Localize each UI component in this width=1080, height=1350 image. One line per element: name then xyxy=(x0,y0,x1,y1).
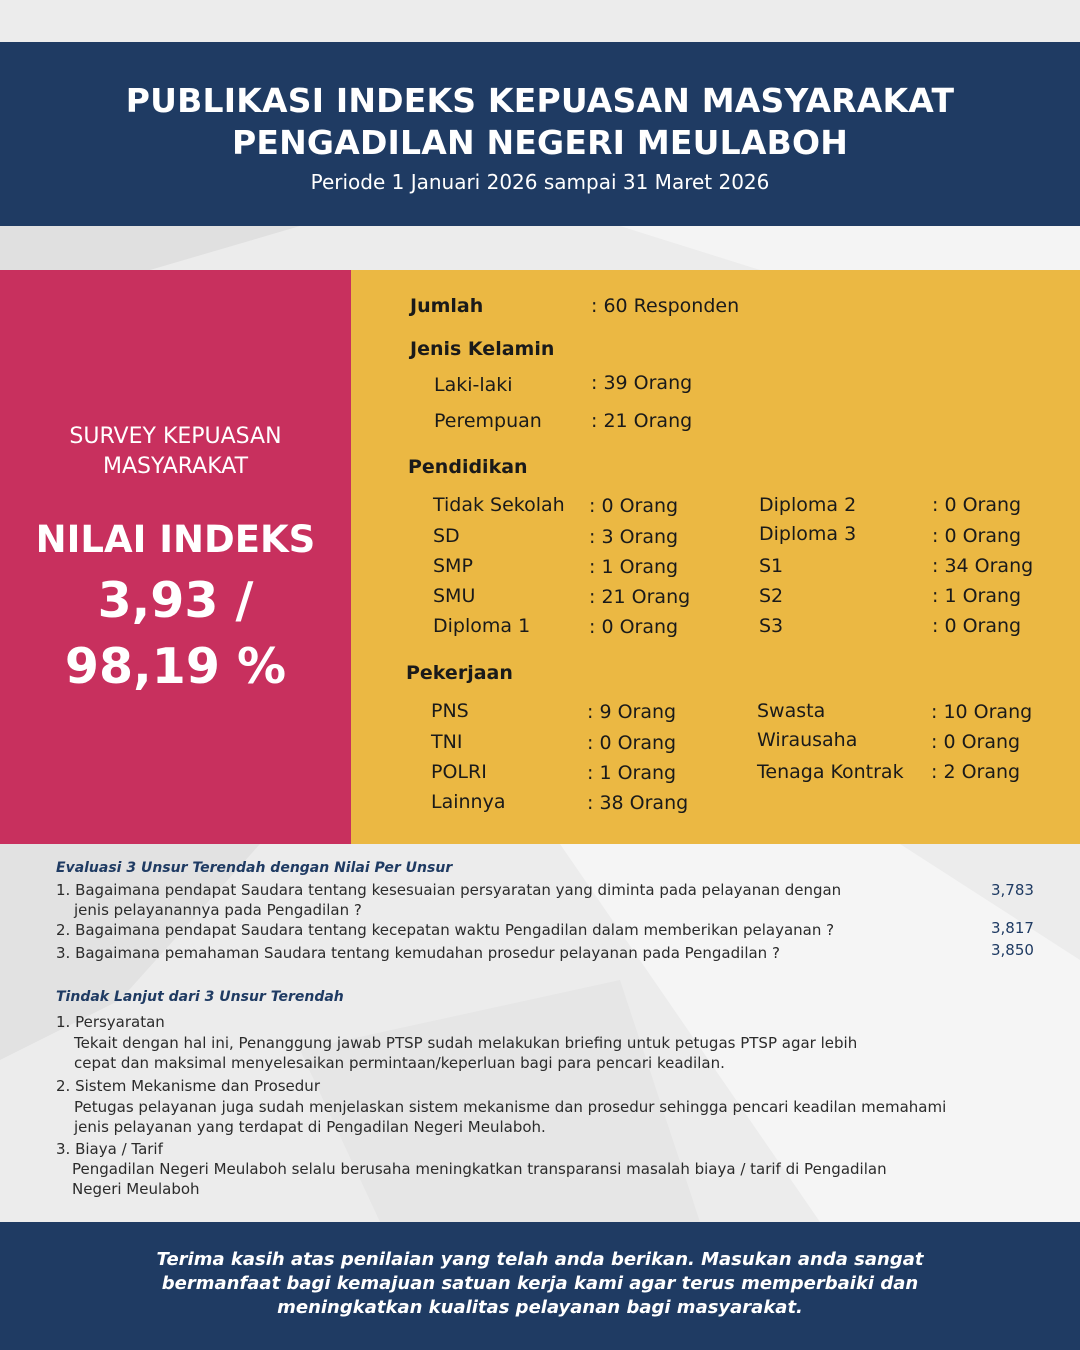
edu-label-s2: S2 xyxy=(759,585,784,607)
evaluation-item3-score: 3,850 xyxy=(991,941,1034,959)
respondent-stats-panel xyxy=(351,270,1080,844)
gender-label-laki: Laki-laki xyxy=(434,374,513,396)
tindak-lanjut-item1-title: 1. Persyaratan xyxy=(56,1013,165,1031)
gender-value-perempuan: : 21 Orang xyxy=(591,410,693,432)
jumlah-label: Jumlah xyxy=(410,295,484,317)
page-title-line2: PENGADILAN NEGERI MEULABOH xyxy=(231,123,849,162)
job-value-wirausaha: : 0 Orang xyxy=(931,731,1021,753)
tindak-lanjut-item2-title: 2. Sistem Mekanisme dan Prosedur xyxy=(56,1077,320,1095)
edu-label-diploma1: Diploma 1 xyxy=(433,615,531,637)
job-value-tenaga-kontrak: : 2 Orang xyxy=(931,761,1021,783)
edu-value-sd: : 3 Orang xyxy=(589,526,679,548)
jumlah-value: : 60 Responden xyxy=(591,295,740,317)
edu-value-s2: : 1 Orang xyxy=(932,585,1022,607)
tindak-lanjut-item3-line1: Pengadilan Negeri Meulaboh selalu berusaha meningkatkan transparansi masalah biaya / tarif di Pengadilan xyxy=(72,1160,887,1178)
footer-banner xyxy=(0,1222,1080,1350)
pendidikan-label: Pendidikan xyxy=(408,456,528,478)
evaluation-item2: 2. Bagaimana pendapat Saudara tentang kecepatan waktu Pengadilan dalam memberikan pelayanan ? xyxy=(56,921,835,939)
survey-label xyxy=(0,422,351,482)
job-value-polri: : 1 Orang xyxy=(587,762,677,784)
job-label-pns: PNS xyxy=(431,700,469,722)
gender-label-perempuan: Perempuan xyxy=(434,410,542,432)
job-value-tni: : 0 Orang xyxy=(587,732,677,754)
job-label-wirausaha: Wirausaha xyxy=(757,729,858,751)
index-value-score: 3,93 / xyxy=(97,572,254,629)
index-label: NILAI INDEKS xyxy=(35,518,316,561)
job-label-tenaga-kontrak: Tenaga Kontrak xyxy=(757,761,904,783)
edu-label-smu: SMU xyxy=(433,585,476,607)
evaluation-item1-score: 3,783 xyxy=(991,881,1034,899)
edu-label-sd: SD xyxy=(433,525,460,547)
job-label-lainnya: Lainnya xyxy=(431,791,506,813)
job-value-swasta: : 10 Orang xyxy=(931,701,1033,723)
edu-value-tidak-sekolah: : 0 Orang xyxy=(589,495,679,517)
edu-value-diploma3: : 0 Orang xyxy=(932,525,1022,547)
tindak-lanjut-item1-line1: Tekait dengan hal ini, Penanggung jawab PTSP sudah melakukan briefing untuk petugas PTSP agar lebih xyxy=(74,1034,858,1052)
footer-line1: Terima kasih atas penilaian yang telah anda berikan. Masukan anda sangat xyxy=(156,1249,924,1270)
job-label-tni: TNI xyxy=(431,731,463,753)
edu-value-s3: : 0 Orang xyxy=(932,615,1022,637)
edu-value-diploma2: : 0 Orang xyxy=(932,494,1022,516)
survey-label-line1: SURVEY KEPUASAN xyxy=(69,424,282,449)
job-value-pns: : 9 Orang xyxy=(587,701,677,723)
tindak-lanjut-title: Tindak Lanjut dari 3 Unsur Terendah xyxy=(56,989,344,1005)
job-value-lainnya: : 38 Orang xyxy=(587,792,689,814)
edu-label-s1: S1 xyxy=(759,555,784,577)
period-text: Periode 1 Januari 2026 sampai 31 Maret 2026 xyxy=(310,170,770,194)
tindak-lanjut-item2-line1: Petugas pelayanan juga sudah menjelaskan sistem mekanisme dan prosedur sehingga pencari keadilan memahami xyxy=(74,1098,947,1116)
gender-value-laki: : 39 Orang xyxy=(591,372,693,394)
edu-label-s3: S3 xyxy=(759,615,784,637)
edu-value-smp: : 1 Orang xyxy=(589,556,679,578)
edu-label-smp: SMP xyxy=(433,555,473,577)
tindak-lanjut-item2-line2: jenis pelayanan yang terdapat di Pengadilan Negeri Meulaboh. xyxy=(74,1118,546,1136)
edu-label-diploma2: Diploma 2 xyxy=(759,494,857,516)
evaluation-item1-line2: jenis pelayanannya pada Pengadilan ? xyxy=(74,901,362,919)
evaluation-item1-line1: 1. Bagaimana pendapat Saudara tentang kesesuaian persyaratan yang diminta pada pelayanan dengan xyxy=(56,881,842,899)
pekerjaan-label: Pekerjaan xyxy=(406,662,513,684)
job-label-polri: POLRI xyxy=(431,761,487,783)
edu-value-s1: : 34 Orang xyxy=(932,555,1034,577)
tindak-lanjut-item3-title: 3. Biaya / Tarif xyxy=(56,1140,163,1158)
footer-line3: meningkatkan kualitas pelayanan bagi masyarakat. xyxy=(277,1297,803,1318)
evaluation-item2-score: 3,817 xyxy=(991,919,1034,937)
index-panel xyxy=(0,270,351,844)
evaluation-item3: 3. Bagaimana pemahaman Saudara tentang kemudahan prosedur pelayanan pada Pengadilan ? xyxy=(56,944,780,962)
evaluation-title: Evaluasi 3 Unsur Terendah dengan Nilai Per Unsur xyxy=(56,860,453,876)
tindak-lanjut-item3-line2: Negeri Meulaboh xyxy=(72,1180,200,1198)
index-value-percent: 98,19 % xyxy=(64,638,287,695)
jenis-kelamin-label: Jenis Kelamin xyxy=(410,338,555,360)
edu-value-smu: : 21 Orang xyxy=(589,586,691,608)
job-label-swasta: Swasta xyxy=(757,700,826,722)
tindak-lanjut-item1-line2: cepat dan maksimal menyelesaikan permintaan/keperluan bagi para pencari keadilan. xyxy=(74,1054,725,1072)
page-title-line1: PUBLIKASI INDEKS KEPUASAN MASYARAKAT xyxy=(125,81,955,120)
evaluation-section xyxy=(0,844,1080,1222)
edu-value-diploma1: : 0 Orang xyxy=(589,616,679,638)
footer-line2: bermanfaat bagi kemajuan satuan kerja kami agar terus memperbaiki dan xyxy=(161,1273,919,1294)
header-banner xyxy=(0,42,1080,226)
edu-label-tidak-sekolah: Tidak Sekolah xyxy=(433,494,565,516)
edu-label-diploma3: Diploma 3 xyxy=(759,523,857,545)
survey-label-line2: MASYARAKAT xyxy=(102,454,249,479)
